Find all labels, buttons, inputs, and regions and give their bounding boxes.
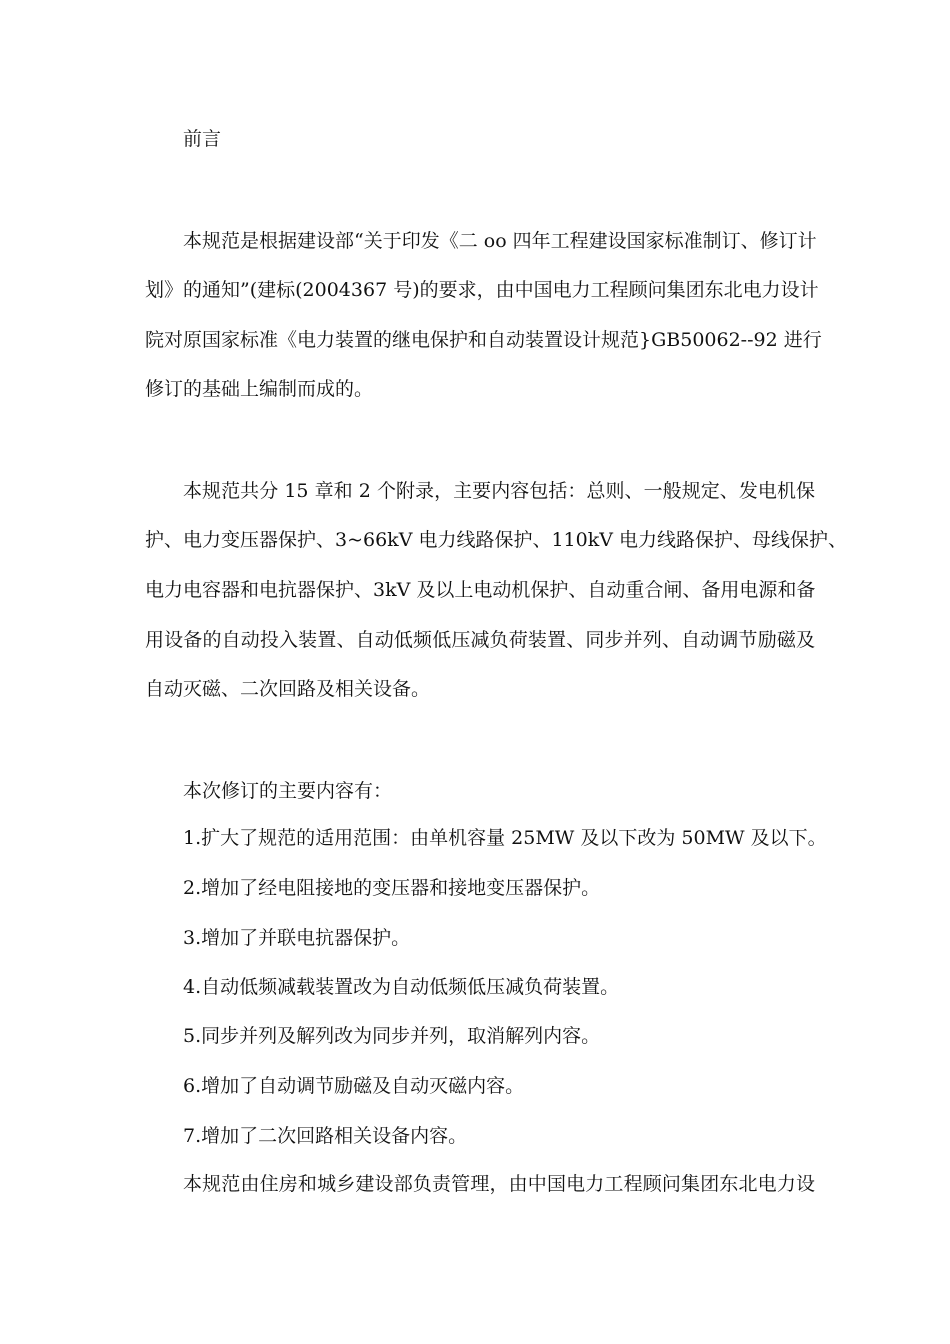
revision-item: 3.增加了并联电抗器保护。 [183, 927, 411, 949]
revision-intro: 本次修订的主要内容有： [183, 780, 393, 802]
paragraph-line: 护、电力变压器保护、3~66kV 电力线路保护、110kV 电力线路保护、母线保护、 [145, 529, 847, 551]
revision-item: 7.增加了二次回路相关设备内容。 [183, 1125, 468, 1147]
revision-item: 4.自动低频减载装置改为自动低频低压减负荷装置。 [183, 976, 620, 998]
revision-item: 5.同步并列及解列改为同步并列，取消解列内容。 [183, 1025, 601, 1047]
heading-preface: 前言 [183, 128, 222, 150]
paragraph-line: 本规范是根据建设部“关于印发《二 oo 四年工程建设国家标准制订、修订计 [183, 230, 817, 252]
revision-item: 1.扩大了规范的适用范围：由单机容量 25MW 及以下改为 50MW 及以下。 [183, 827, 827, 849]
paragraph-line: 修订的基础上编制而成的。 [145, 378, 374, 400]
paragraph-line: 本规范共分 15 章和 2 个附录，主要内容包括：总则、一般规定、发电机保 [183, 480, 815, 502]
paragraph-line: 院对原国家标准《电力装置的继电保护和自动装置设计规范}GB50062--92 进行 [145, 329, 822, 351]
paragraph-line: 划》的通知”(建标(2004367 号)的要求，由中国电力工程顾问集团东北电力设计 [145, 279, 819, 301]
paragraph-line: 自动灭磁、二次回路及相关设备。 [145, 678, 431, 700]
revision-item: 2.增加了经电阻接地的变压器和接地变压器保护。 [183, 877, 601, 899]
paragraph-line: 电力电容器和电抗器保护、3kV 及以上电动机保护、自动重合闸、备用电源和备 [145, 579, 816, 601]
paragraph-line: 用设备的自动投入装置、自动低频低压减负荷装置、同步并列、自动调节励磁及 [145, 629, 815, 651]
revision-item: 6.增加了自动调节励磁及自动灭磁内容。 [183, 1075, 525, 1097]
paragraph-line: 本规范由住房和城乡建设部负责管理，由中国电力工程顾问集团东北电力设 [183, 1173, 815, 1195]
